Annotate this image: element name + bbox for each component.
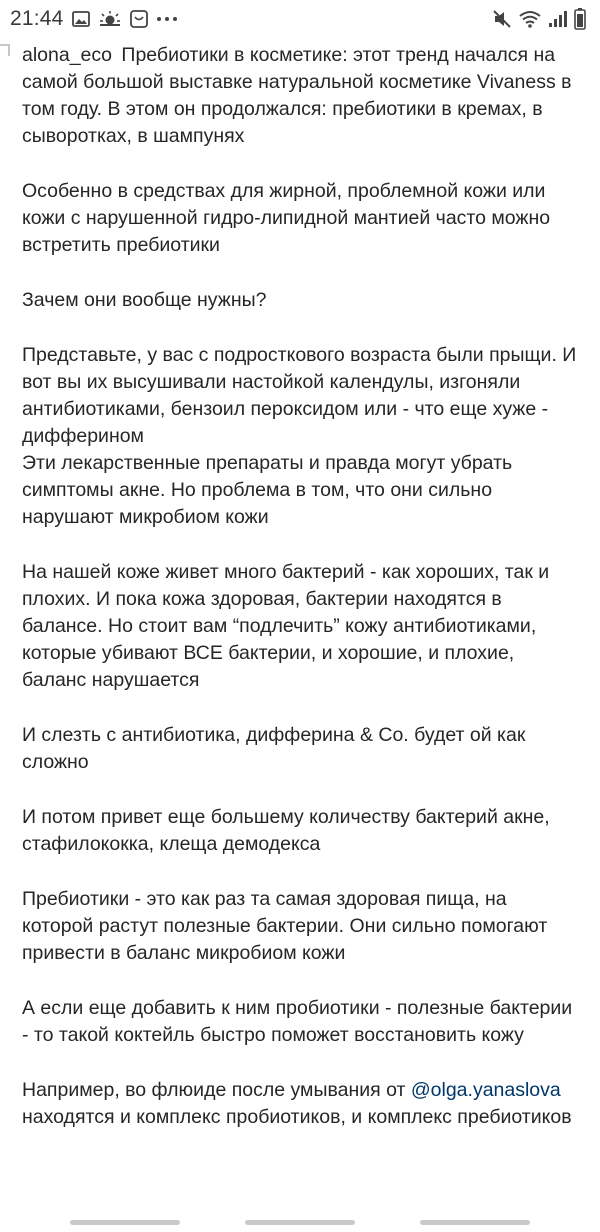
signal-icon: [548, 10, 568, 28]
image-icon: [72, 11, 90, 27]
bottom-nav-hints: [0, 1212, 600, 1232]
caption-paragraph: На нашей коже живет много бактерий - как хороших, так и плохих. И пока кожа здоровая, бактерии находятся в балансе. Но стоит вам “подлечить” кожу антибиотиками, которые убивают ВСЕ бактерии, и хорошие, и плохие, баланс нарушается: [22, 561, 550, 691]
caption-paragraph: А если еще добавить к ним пробиотики - полезные бактерии - то такой коктейль быстро поможет восстановить кожу: [22, 997, 573, 1046]
caption-paragraph: Зачем они вообще нужны?: [22, 289, 267, 311]
edge-marker: [0, 44, 10, 56]
status-right: [492, 8, 590, 30]
nav-pill: [245, 1220, 355, 1225]
caption-paragraph: [22, 42, 582, 150]
status-bar: [0, 0, 600, 38]
battery-icon: [574, 8, 586, 30]
caption-paragraph: Представьте, у вас с подросткового возраста были прыщи. И вот вы их высушивали настойкой календулы, изгоняли антибиотиками, бензоил пероксидом или - что еще хуже - дифферином Эти лекарственные препараты и правда могут убрать симптомы акне. Но проблема в том, что они сильно нарушают микробиом кожи: [22, 344, 577, 528]
post-username[interactable]: alona_eco: [22, 44, 112, 66]
weather-icon: [98, 10, 122, 28]
caption-text: Например, во флюиде после умывания от: [22, 1079, 411, 1101]
caption-text: находятся и комплекс пробиотиков, и комплекс пребиотиков: [22, 1106, 572, 1128]
more-icon: [156, 16, 178, 22]
mute-icon: [492, 9, 512, 29]
nav-pill: [70, 1220, 180, 1225]
caption-paragraph: Пребиотики - это как раз та самая здоровая пища, на которой растут полезные бактерии. Они сильно помогают привести в баланс микробиом кожи: [22, 888, 548, 964]
caption-paragraph: Особенно в средствах для жирной, проблемной кожи или кожи с нарушенной гидро-липидной мантией часто можно встретить пребиотики: [22, 180, 551, 256]
status-time: 21:44: [10, 7, 64, 30]
post-caption: [22, 42, 582, 1159]
caption-paragraph: И слезть с антибиотика, дифферина & Co. будет ой как сложно: [22, 724, 526, 773]
nav-pill: [420, 1220, 530, 1225]
caption-paragraph: И потом привет еще большему количеству бактерий акне, стафилококка, клеща демодекса: [22, 806, 550, 855]
mention-link[interactable]: @olga.yanaslova: [410, 1079, 561, 1101]
notification-icon: [130, 10, 148, 28]
caption-text: Пребиотики в косметике: этот тренд начался на самой большой выставке натуральной косметике Vivaness в том году. В этом он продолжался: пребиотики в кремах, в сыворотках, в шампунях: [22, 44, 572, 147]
status-left: [10, 7, 178, 31]
wifi-icon: [518, 10, 542, 28]
caption-paragraph-last: [22, 1077, 582, 1131]
